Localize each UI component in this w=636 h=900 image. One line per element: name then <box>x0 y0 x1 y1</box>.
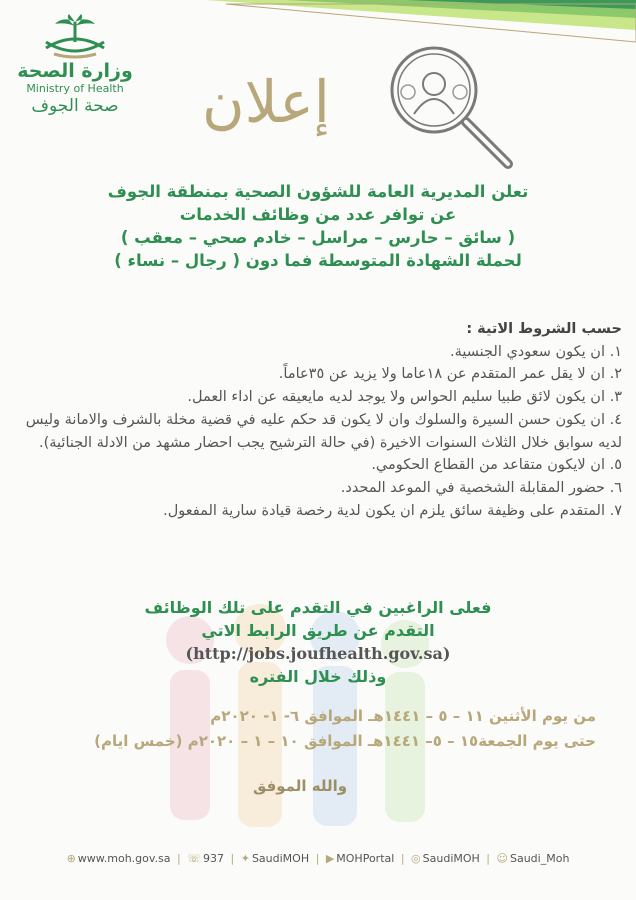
condition-item: ٢. ان لا يقل عمر المتقدم عن ١٨عاما ولا يزيد عن ٣٥عاماً. <box>278 366 622 383</box>
website-link[interactable]: www.moh.gov.sa <box>77 852 171 865</box>
ministry-logo <box>12 12 138 117</box>
footer: ⊕ www.moh.gov.sa | ☏ 937 | ✦ SaudiMOH | ▶ MOHPortal | ◎ SaudiMOH | ☺ Saudi_Moh <box>66 852 570 865</box>
date-to: حتى يوم الجمعة١٥ – ٥– ١٤٤١هـ الموافق ١٠ – ١ – ٢٠٢٠م (خمس ايام) <box>94 732 596 750</box>
ministry-name-ar: وزارة الصحة <box>17 60 133 82</box>
jobs-link[interactable]: (http://jobs.joufhealth.gov.sa) <box>185 644 451 663</box>
snapchat-handle[interactable]: Saudi_Moh <box>509 852 570 865</box>
ministry-name-en: Ministry of Health <box>26 82 124 95</box>
corner-decoration <box>206 0 636 45</box>
youtube-icon: ▶ <box>325 852 335 865</box>
page-title: إعلان <box>202 68 330 136</box>
dates-block <box>20 704 596 754</box>
closing-text: والله الموفق <box>252 777 348 795</box>
apply-line: التقدم عن طريق الرابط الاتي <box>201 621 435 640</box>
twitter-icon: ✦ <box>240 852 250 865</box>
youtube-handle[interactable]: MOHPortal <box>336 852 395 865</box>
snapchat-icon: ☺ <box>496 852 508 865</box>
intro-line: تعلن المديرية العامة للشؤون الصحية بمنطقة الجوف <box>107 182 529 201</box>
phone-icon: ☏ <box>187 852 201 865</box>
conditions-list <box>20 318 622 522</box>
instagram-icon: ◎ <box>411 852 421 865</box>
phone-number[interactable]: 937 <box>203 852 224 865</box>
condition-item: ٧. المتقدم على وظيفة سائق يلزم ان يكون لدية رخصة قيادة سارية المفعول. <box>163 502 622 519</box>
globe-icon: ⊕ <box>66 852 76 865</box>
search-people-icon <box>384 40 524 180</box>
condition-item: ٤. ان يكون حسن السيرة والسلوك وان لا يكون قد حكم عليه في قضية مخلة بالشرف والامانة وليس لديه سوابق خلال الثلاث السنوات الاخيرة (في حالة الترشيح يجب احضار مشهد من الادلة الجنائية). <box>25 411 622 451</box>
intro-line: ( سائق – حارس – مراسل – خادم صحي – معقب ) <box>120 228 516 247</box>
apply-line: فعلى الراغبين في التقدم على تلك الوظائف <box>144 598 492 617</box>
apply-block <box>20 596 616 688</box>
conditions-heading: حسب الشروط الاتية : <box>466 321 622 337</box>
instagram-handle[interactable]: SaudiMOH <box>422 852 480 865</box>
intro-line: عن توافر عدد من وظائف الخدمات <box>179 205 457 224</box>
date-from: من يوم الأثنين ١١ – ٥ – ١٤٤١هـ الموافق ٦- ١- ٢٠٢٠م <box>210 707 596 725</box>
palm-swords-emblem-icon <box>40 12 110 60</box>
intro-block <box>40 180 596 272</box>
condition-item: ٦. حضور المقابلة الشخصية في الموعد المحدد. <box>340 479 622 496</box>
condition-item: ٥. ان لايكون متقاعد من القطاع الحكومي. <box>371 457 622 474</box>
condition-item: ١. ان يكون سعودي الجنسية. <box>449 343 622 360</box>
intro-line: لحملة الشهادة المتوسطة فما دون ( رجال – نساء ) <box>114 251 522 270</box>
condition-item: ٣. ان يكون لائق طبيا سليم الحواس ولا يوجد لديه مايعيقه عن اداء العمل. <box>187 389 622 406</box>
apply-line: وذلك خلال الفتره <box>249 667 387 686</box>
twitter-handle[interactable]: SaudiMOH <box>251 852 310 865</box>
region-name-ar: صحة الجوف <box>31 96 119 116</box>
